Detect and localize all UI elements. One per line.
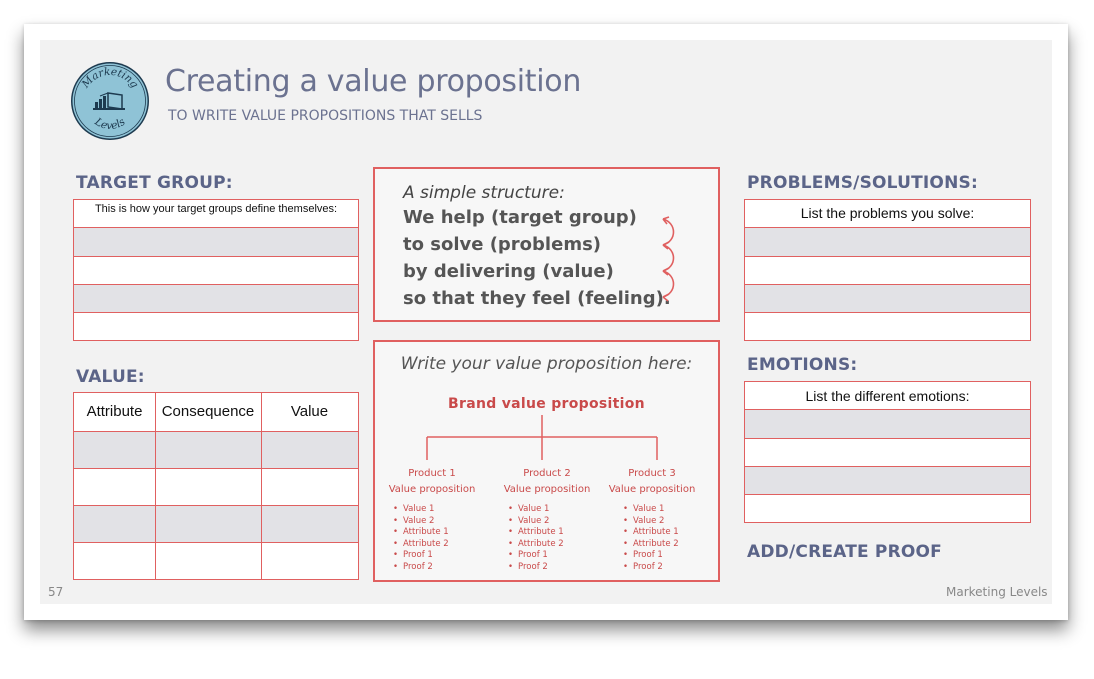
structure-line: by delivering (value)	[403, 261, 614, 282]
table-row[interactable]	[74, 468, 358, 505]
list-item: • Proof 2	[508, 562, 564, 574]
column-divider	[261, 393, 262, 579]
table-row[interactable]	[745, 256, 1030, 284]
product-2	[492, 466, 602, 498]
product-3	[597, 466, 707, 498]
list-item: • Attribute 2	[508, 539, 564, 551]
emotions-heading: EMOTIONS:	[747, 355, 858, 375]
list-item: • Value 2	[623, 516, 679, 528]
table-row[interactable]	[74, 256, 358, 284]
list-item: • Proof 2	[623, 562, 679, 574]
svg-text:Levels: Levels	[92, 115, 128, 133]
list-item: • Attribute 1	[623, 527, 679, 539]
list-item: • Attribute 2	[393, 539, 449, 551]
product-name: Product 2	[523, 468, 571, 479]
proposition-prompt: Write your value proposition here:	[400, 354, 693, 374]
value-heading: VALUE:	[76, 367, 145, 387]
table-row[interactable]	[745, 227, 1030, 256]
table-row[interactable]	[74, 312, 358, 340]
table-row[interactable]	[745, 494, 1030, 522]
proposition-box	[373, 340, 720, 582]
structure-intro: A simple structure:	[403, 183, 565, 203]
target-group-table-header: This is how your target groups define themselves:	[94, 203, 338, 215]
list-item: • Attribute 1	[393, 527, 449, 539]
brand-value-proposition: Brand value proposition	[448, 396, 645, 412]
structure-box	[373, 167, 720, 322]
list-item: • Value 2	[393, 516, 449, 528]
table-row[interactable]	[74, 542, 358, 579]
list-item: • Proof 2	[393, 562, 449, 574]
table-row[interactable]	[74, 284, 358, 312]
target-group-heading: TARGET GROUP:	[76, 173, 233, 193]
value-col-value: Value	[290, 403, 329, 420]
problems-table-header: List the problems you solve:	[800, 205, 975, 221]
column-divider	[155, 393, 156, 579]
page-number: 57	[48, 585, 64, 599]
list-item: • Value 1	[623, 504, 679, 516]
table-row[interactable]	[74, 431, 358, 468]
flow-arrows-icon	[655, 213, 695, 303]
emotions-table-header: List the different emotions:	[805, 388, 970, 404]
add-proof-heading: ADD/CREATE PROOF	[747, 542, 942, 562]
product-subtitle: Value proposition	[388, 484, 476, 495]
target-group-table	[73, 199, 359, 341]
list-item: • Proof 1	[623, 550, 679, 562]
table-row[interactable]	[74, 505, 358, 542]
structure-line: We help (target group)	[403, 207, 637, 228]
list-item: • Attribute 2	[623, 539, 679, 551]
problems-table	[744, 199, 1031, 341]
table-row[interactable]	[745, 466, 1030, 494]
table-row[interactable]	[745, 409, 1030, 438]
emotions-table	[744, 381, 1031, 523]
product-1-list	[393, 504, 449, 573]
list-item: • Value 1	[508, 504, 564, 516]
table-row[interactable]	[745, 284, 1030, 312]
product-1	[377, 466, 487, 498]
value-table	[73, 392, 359, 580]
product-3-list	[623, 504, 679, 573]
page-title: Creating a value proposition	[165, 64, 582, 99]
footer-brand: Marketing Levels	[946, 585, 1048, 599]
value-col-attribute: Attribute	[86, 403, 143, 420]
list-item: • Value 2	[508, 516, 564, 528]
product-name: Product 1	[408, 468, 456, 479]
list-item: • Value 1	[393, 504, 449, 516]
list-item: • Attribute 1	[508, 527, 564, 539]
list-item: • Proof 1	[508, 550, 564, 562]
table-row[interactable]	[74, 227, 358, 256]
svg-text:Marketing: Marketing	[79, 65, 141, 91]
list-item: • Proof 1	[393, 550, 449, 562]
structure-line: so that they feel (feeling).	[403, 288, 671, 309]
product-subtitle: Value proposition	[503, 484, 591, 495]
marketing-levels-logo	[70, 61, 150, 141]
value-col-consequence: Consequence	[161, 403, 255, 420]
product-subtitle: Value proposition	[608, 484, 696, 495]
problems-heading: PROBLEMS/SOLUTIONS:	[747, 173, 978, 193]
product-name: Product 3	[628, 468, 676, 479]
structure-line: to solve (problems)	[403, 234, 602, 255]
page-subtitle: TO WRITE VALUE PROPOSITIONS THAT SELLS	[168, 108, 483, 124]
product-2-list	[508, 504, 564, 573]
table-row[interactable]	[745, 312, 1030, 340]
table-row[interactable]	[745, 438, 1030, 466]
